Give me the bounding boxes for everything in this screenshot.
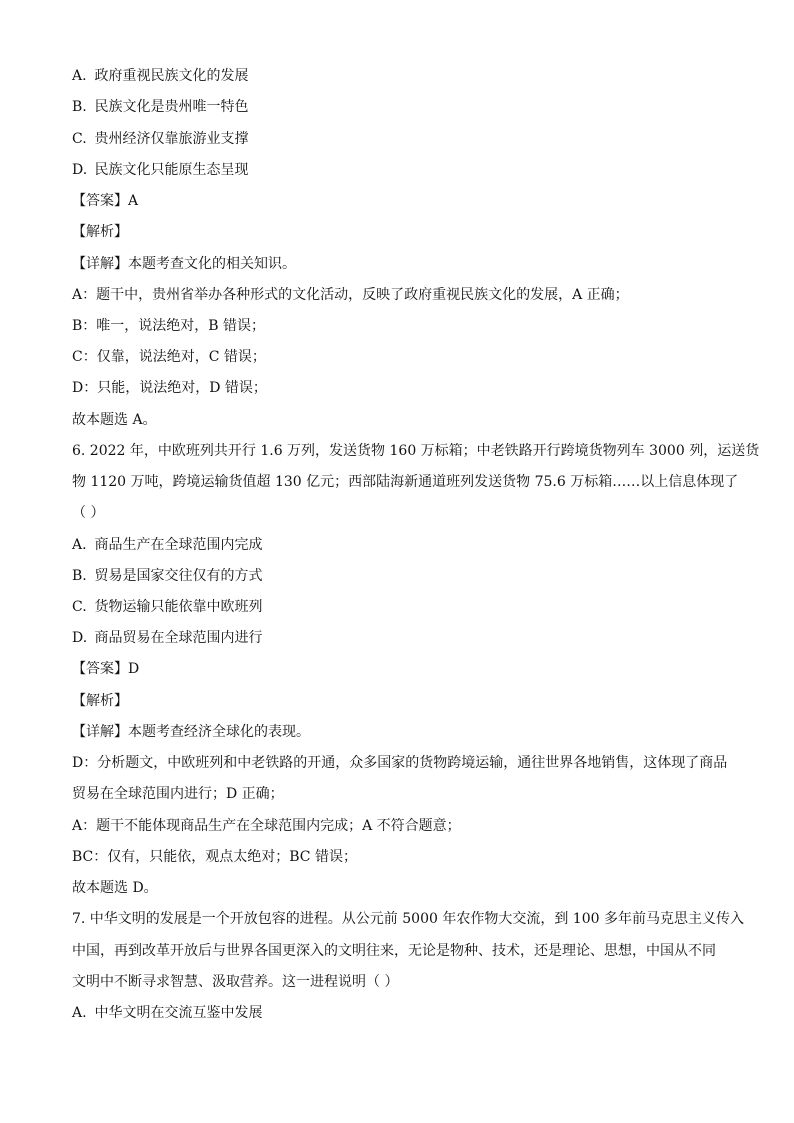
q6-explanation-line-1: D：分析题文，中欧班列和中老铁路的开通，众多国家的货物跨境运输，通往世界各地销售，这体现了商品 — [72, 755, 728, 771]
q5-explanation-a: A：题干中，贵州省举办各种形式的文化活动，反映了政府重视民族文化的发展，A 正确； — [72, 287, 629, 303]
q6-option-d: D. 商品贸易在全球范围内进行 — [72, 630, 263, 646]
q5-explanation-d: D：只能，说法绝对，D 错误； — [72, 380, 267, 396]
q5-option-d: D. 民族文化只能原生态呈现 — [72, 162, 249, 178]
q5-analysis-tag: 【解析】 — [72, 224, 128, 240]
q6-explanation-line-2: 贸易在全球范围内进行；D 正确； — [72, 786, 284, 802]
q7-stem-line-1: 7. 中华文明的发展是一个开放包容的进程。从公元前 5000 年农作物大交流，到 100 多年前马克思主义传入 — [72, 911, 744, 927]
q5-option-b: B. 民族文化是贵州唯一特色 — [72, 99, 249, 115]
q5-explanation-c: C：仅靠，说法绝对，C 错误； — [72, 349, 266, 365]
q6-explanation-line-3: A：题干不能体现商品生产在全球范围内完成；A 不符合题意； — [72, 818, 461, 834]
q6-stem-line-3: （ ） — [72, 505, 105, 521]
q6-detail: 【详解】本题考查经济全球化的表现。 — [72, 724, 310, 740]
q5-detail: 【详解】本题考查文化的相关知识。 — [72, 256, 296, 272]
q6-option-c: C. 货物运输只能依靠中欧班列 — [72, 599, 263, 615]
q7-option-a: A. 中华文明在交流互鉴中发展 — [72, 1005, 263, 1021]
q5-option-a: A. 政府重视民族文化的发展 — [72, 68, 249, 84]
q6-answer: 【答案】D — [72, 661, 140, 677]
q6-option-b: B. 贸易是国家交往仅有的方式 — [72, 568, 263, 584]
q7-stem-line-3: 文明中不断寻求智慧、汲取营养。这一进程说明（ ） — [72, 974, 399, 990]
q5-explanation-b: B：唯一，说法绝对，B 错误； — [72, 318, 266, 334]
q6-explanation-line-4: BC：仅有，只能依，观点太绝对；BC 错误； — [72, 849, 357, 865]
q6-option-a: A. 商品生产在全球范围内完成 — [72, 537, 263, 553]
q6-stem-line-1: 6. 2022 年，中欧班列共开行 1.6 万列，发送货物 160 万标箱；中老铁路开行跨境货物列车 3000 列，运送货 — [72, 443, 760, 459]
q6-conclusion: 故本题选 D。 — [72, 880, 158, 896]
q6-analysis-tag: 【解析】 — [72, 693, 128, 709]
q6-stem-line-2: 物 1120 万吨，跨境运输货值超 130 亿元；西部陆海新通道班列发送货物 75.6 万标箱……以上信息体现了 — [72, 474, 739, 490]
q5-conclusion: 故本题选 A。 — [72, 412, 157, 428]
q5-option-c: C. 贵州经济仅靠旅游业支撑 — [72, 131, 249, 147]
q5-answer: 【答案】A — [72, 193, 139, 209]
q7-stem-line-2: 中国，再到改革开放后与世界各国更深入的文明往来，无论是物种、技术，还是理论、思想，中国从不同 — [72, 943, 716, 959]
